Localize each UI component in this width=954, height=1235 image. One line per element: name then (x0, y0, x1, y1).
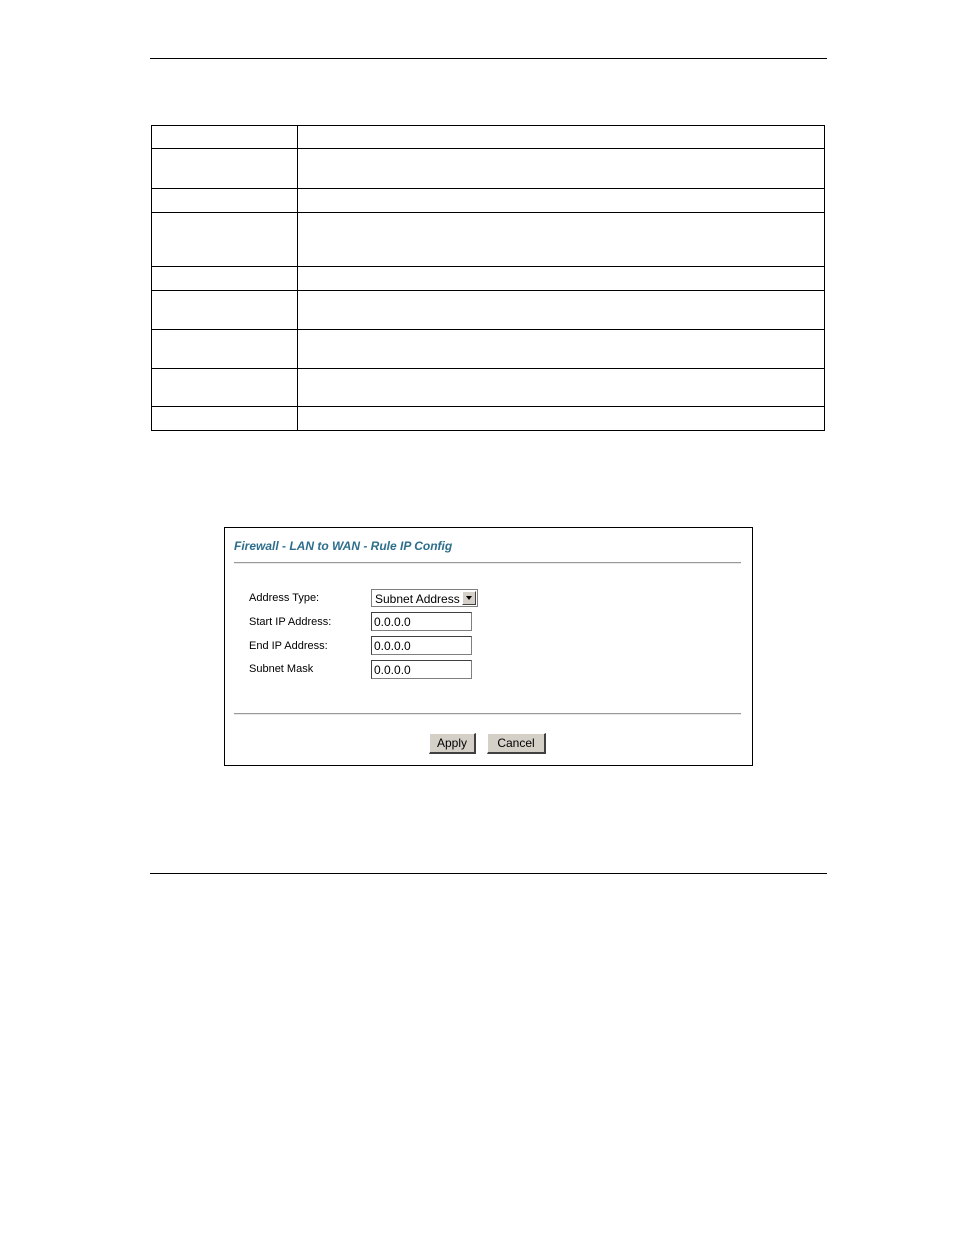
table-row (152, 330, 825, 369)
footer-divider (234, 713, 741, 715)
start-ip-input[interactable] (371, 612, 472, 631)
panel-title: Firewall - LAN to WAN - Rule IP Config (234, 539, 453, 553)
table-cell (298, 330, 825, 369)
table-row (152, 213, 825, 267)
table-cell (298, 213, 825, 267)
table-row (152, 369, 825, 407)
cancel-button[interactable]: Cancel (487, 733, 546, 754)
table-cell (152, 407, 298, 431)
table-cell (298, 369, 825, 407)
table-cell (152, 330, 298, 369)
start-ip-label: Start IP Address: (249, 616, 332, 628)
table-row (152, 126, 825, 149)
address-type-label: Address Type: (249, 592, 320, 604)
apply-button[interactable]: Apply (429, 733, 476, 754)
table-cell (152, 149, 298, 189)
table-row (152, 407, 825, 431)
table-cell (152, 291, 298, 330)
table-cell (298, 126, 825, 149)
address-type-selected-value: Subnet Address (375, 592, 460, 606)
table-cell (152, 267, 298, 291)
table-cell (298, 407, 825, 431)
subnet-mask-input[interactable] (371, 660, 472, 679)
table-cell (152, 126, 298, 149)
title-divider (234, 562, 741, 564)
table-cell (152, 189, 298, 213)
end-ip-label: End IP Address: (249, 640, 328, 652)
table-row (152, 149, 825, 189)
table-cell (298, 149, 825, 189)
table-row (152, 267, 825, 291)
table-cell (152, 369, 298, 407)
chevron-down-icon[interactable] (462, 591, 476, 605)
address-type-select[interactable] (371, 589, 478, 607)
description-table (151, 125, 825, 431)
table-cell (298, 291, 825, 330)
end-ip-input[interactable] (371, 636, 472, 655)
subnet-mask-label: Subnet Mask (249, 663, 314, 675)
page-header-rule (150, 58, 827, 59)
table-row (152, 189, 825, 213)
rule-ip-config-panel (224, 527, 753, 766)
table-row (152, 291, 825, 330)
table-cell (152, 213, 298, 267)
page-footer-rule (150, 873, 827, 874)
table-cell (298, 267, 825, 291)
table-cell (298, 189, 825, 213)
